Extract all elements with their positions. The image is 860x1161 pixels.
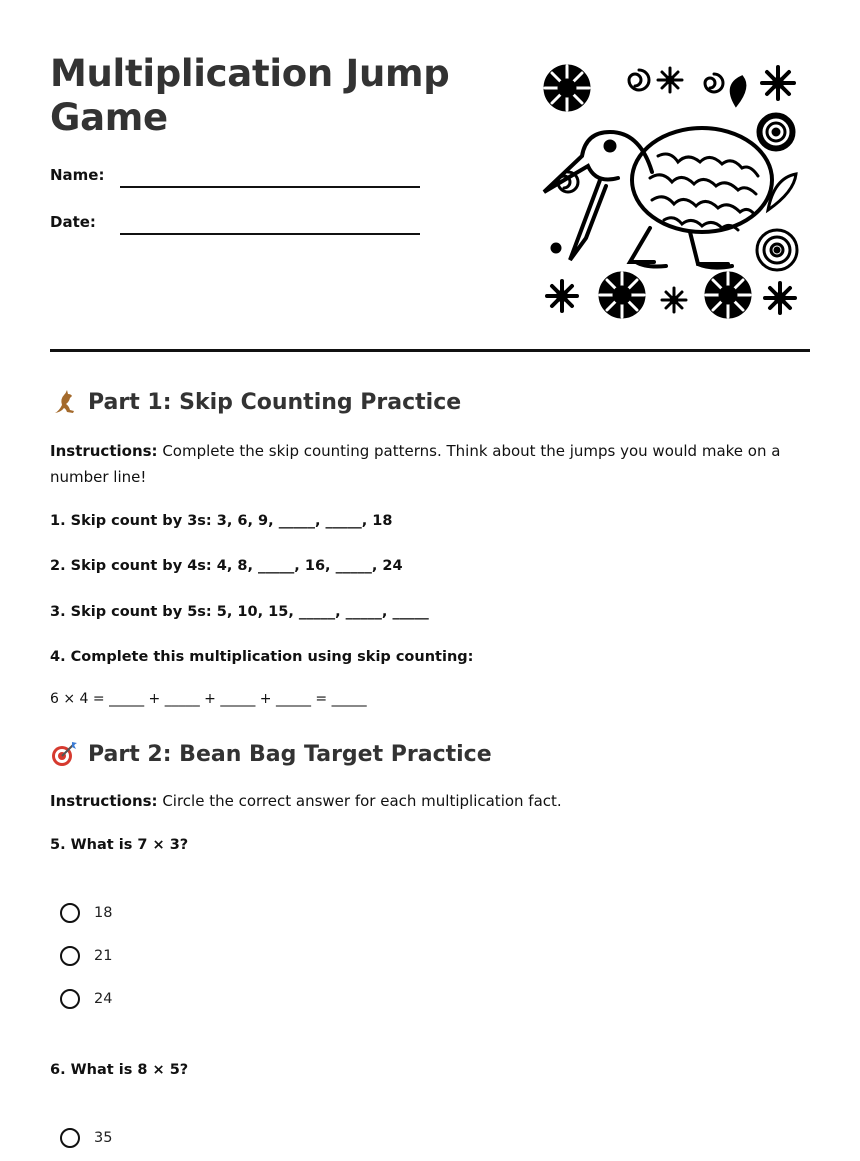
part1-heading-text: Part 1: Skip Counting Practice bbox=[88, 389, 462, 415]
answer-option[interactable] bbox=[60, 1128, 112, 1148]
date-label: Date: bbox=[50, 213, 96, 231]
name-field[interactable] bbox=[120, 186, 420, 188]
star-flower-icon bbox=[762, 67, 794, 99]
part2-heading-text: Part 2: Bean Bag Target Practice bbox=[88, 741, 492, 767]
question-1: 1. Skip count by 3s: 3, 6, 9, _____, _____, 18 bbox=[50, 513, 393, 529]
target-dart-icon bbox=[50, 740, 78, 768]
instructions-label: Instructions: bbox=[50, 442, 158, 460]
kiwi-bird-illustration bbox=[540, 60, 802, 322]
star-flower-icon bbox=[547, 281, 577, 311]
radio-circle-icon[interactable] bbox=[60, 946, 80, 966]
answer-option[interactable] bbox=[60, 903, 112, 923]
question-3: 3. Skip count by 5s: 5, 10, 15, _____, _____, _____ bbox=[50, 604, 429, 620]
radio-circle-icon[interactable] bbox=[60, 903, 80, 923]
sunburst-icon bbox=[706, 273, 750, 317]
spiral-icon bbox=[757, 230, 797, 270]
question-6: 6. What is 8 × 5? bbox=[50, 1062, 189, 1078]
option-label: 21 bbox=[94, 948, 113, 964]
answer-option[interactable] bbox=[60, 989, 112, 1009]
leaf-icon bbox=[731, 77, 745, 105]
date-field[interactable] bbox=[120, 233, 420, 235]
option-label: 35 bbox=[94, 1130, 113, 1146]
multiplication-equation: 6 × 4 = _____ + _____ + _____ + _____ = _____ bbox=[50, 691, 367, 707]
spiral-icon bbox=[629, 70, 649, 90]
option-label: 24 bbox=[94, 991, 113, 1007]
instructions-text: Circle the correct answer for each multiplication fact. bbox=[157, 792, 562, 810]
instructions-text: Complete the skip counting patterns. Think about the jumps you would make on a number line! bbox=[50, 442, 781, 486]
question-5: 5. What is 7 × 3? bbox=[50, 837, 189, 853]
star-flower-icon bbox=[662, 288, 686, 312]
kangaroo-icon bbox=[50, 388, 78, 416]
name-label: Name: bbox=[50, 166, 105, 184]
spiral-icon bbox=[705, 74, 723, 92]
question-4: 4. Complete this multiplication using skip counting: bbox=[50, 649, 474, 665]
part2-heading bbox=[50, 740, 492, 768]
question-2: 2. Skip count by 4s: 4, 8, _____, 16, _____, 24 bbox=[50, 558, 403, 574]
option-label: 18 bbox=[94, 905, 113, 921]
page-title: Multiplication Jump Game bbox=[50, 52, 450, 139]
star-flower-icon bbox=[765, 283, 795, 313]
sunburst-icon bbox=[600, 273, 644, 317]
instructions-label: Instructions: bbox=[50, 792, 158, 810]
part1-heading bbox=[50, 388, 461, 416]
part2-instructions bbox=[50, 788, 810, 814]
answer-option[interactable] bbox=[60, 946, 112, 966]
header-divider bbox=[50, 349, 810, 352]
part1-instructions bbox=[50, 438, 810, 490]
radio-circle-icon[interactable] bbox=[60, 1128, 80, 1148]
kiwi-bird-icon bbox=[544, 128, 772, 268]
spiral-icon bbox=[758, 114, 794, 150]
radio-circle-icon[interactable] bbox=[60, 989, 80, 1009]
star-flower-icon bbox=[658, 68, 682, 92]
sunburst-icon bbox=[545, 66, 589, 110]
